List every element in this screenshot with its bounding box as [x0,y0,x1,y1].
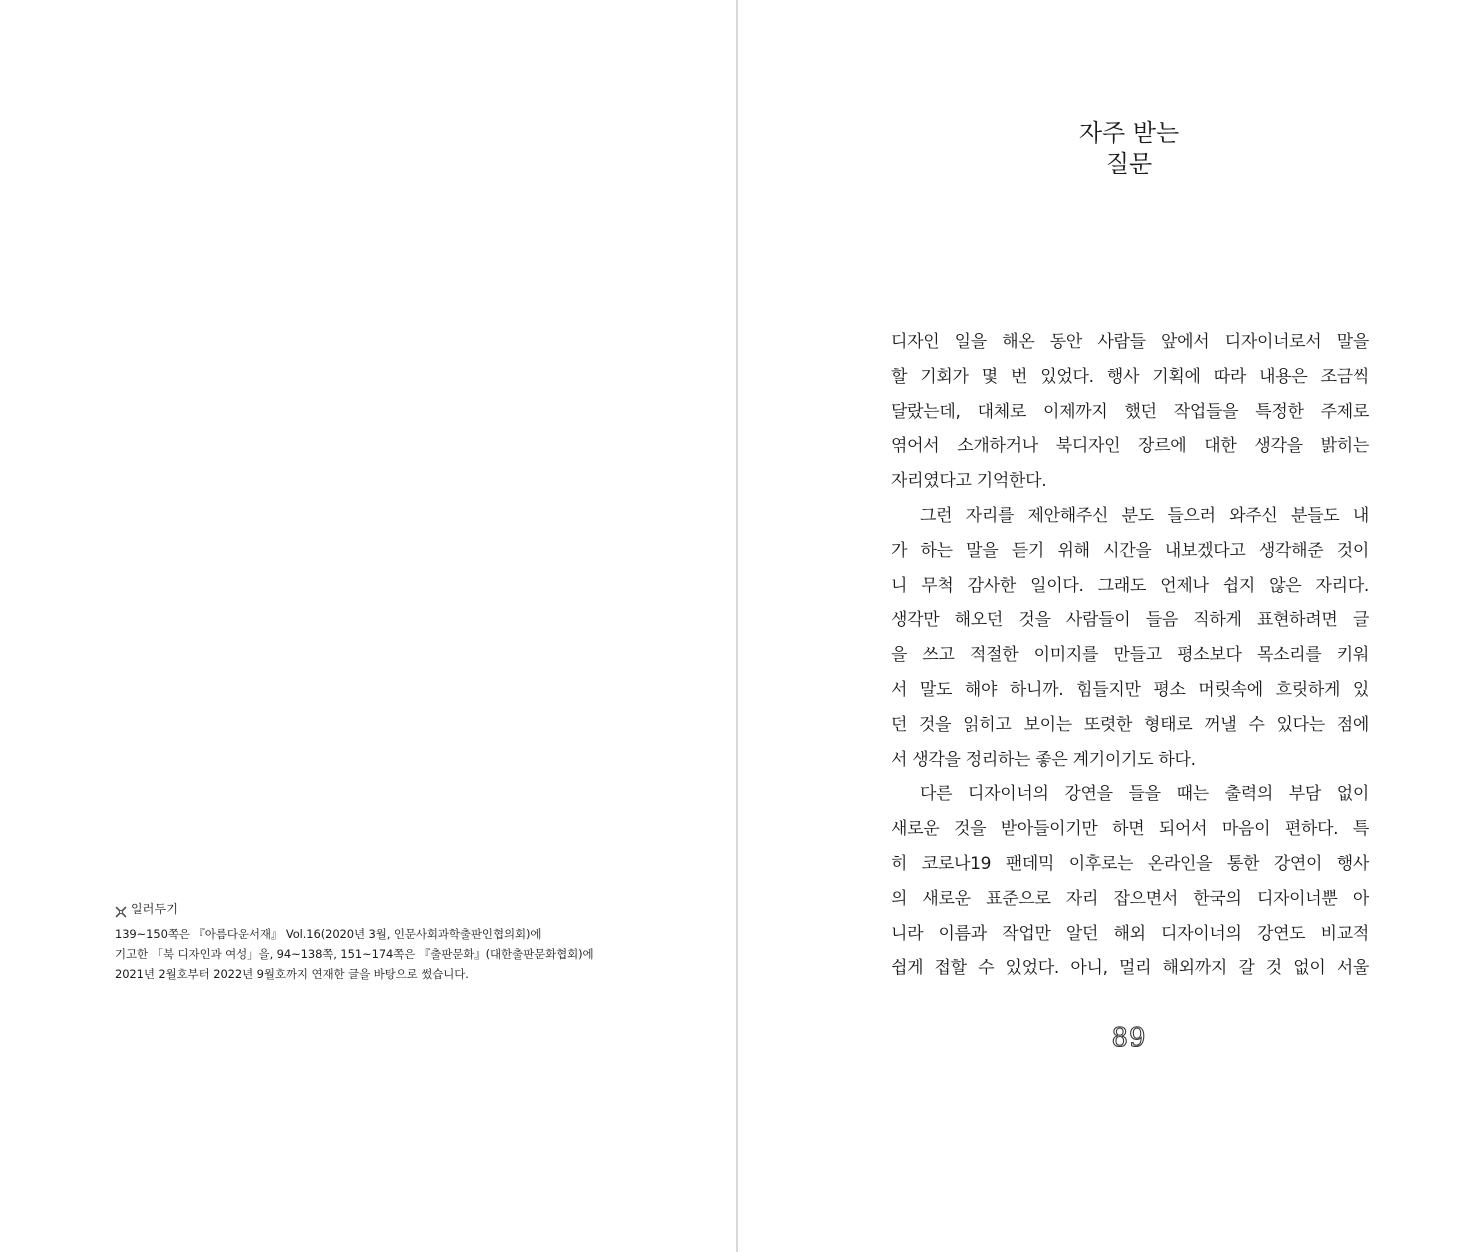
body-line: 디자인 일을 해온 동안 사람들 앞에서 디자이너로서 말을 [891,332,1369,352]
body-line: 할 기회가 몇 번 있었다. 행사 기획에 따라 내용은 조금씩 [891,366,1369,387]
body-line: 달랐는데, 대체로 이제까지 했던 작업들을 특정한 주제로 [891,401,1369,422]
chapter-title-line: 질문 [1105,150,1153,178]
page-number: 89 [1111,1023,1147,1053]
body-text [891,325,1369,986]
note-line: 139~150쪽은 『아름다운서재』 Vol.16(2020년 3월, 인문사회과학출판인협의회)에 [115,927,542,941]
body-line: 쉽게 접할 수 있었다. 아니, 멀리 해외까지 갈 것 없이 서울 [891,958,1369,979]
cross-ornament-icon [115,903,127,915]
note-header [115,900,655,918]
body-line: 서 생각을 정리하는 좋은 계기이기도 하다. [891,749,1196,770]
body-line: 생각만 해오던 것을 사람들이 들음 직하게 표현하려면 글 [891,610,1369,631]
body-line: 자리였다고 기억한다. [891,471,1047,492]
body-line: 히 코로나19 팬데믹 이후로는 온라인을 통한 강연이 행사 [891,853,1369,874]
note-line: 2021년 2월호부터 2022년 9월호까지 연재한 글을 바탕으로 썼습니다. [115,967,469,981]
body-line: 새로운 것을 받아들이기만 하면 되어서 마음이 편하다. 특 [891,819,1369,840]
left-page [0,0,737,1252]
body-line: 엮어서 소개하거나 북디자인 장르에 대한 생각을 밝히는 [891,436,1369,457]
note-line: 기고한 「북 디자인과 여성」을, 94~138쪽, 151~174쪽은 『출판문화』(대한출판문화협회)에 [115,947,594,961]
body-line: 의 새로운 표준으로 자리 잡으면서 한국의 디자이너뿐 아 [891,888,1369,909]
body-line: 니 무척 감사한 일이다. 그래도 언제나 쉽지 않은 자리다. [891,575,1369,596]
note-title: 일러두기 [131,902,179,916]
body-line: 니라 이름과 작업만 알던 해외 디자이너의 강연도 비교적 [891,923,1369,944]
body-line: 가 하는 말을 듣기 위해 시간을 내보겠다고 생각해준 것이 [891,540,1369,561]
body-line: 을 쓰고 적절한 이미지를 만들고 평소보다 목소리를 키워 [891,645,1369,666]
body-line: 던 것을 읽히고 보이는 또렷한 형태로 꺼낼 수 있다는 점에 [891,714,1369,735]
chapter-title [739,118,1476,180]
editorial-note [115,900,655,984]
page-gutter [736,0,738,1252]
right-page [739,0,1476,1252]
body-line: 서 말도 해야 하니까. 힘들지만 평소 머릿속에 흐릿하게 있 [891,679,1369,700]
body-line: 그런 자리를 제안해주신 분도 들으러 와주신 분들도 내 [920,505,1369,526]
chapter-title-line: 자주 받는 [1078,119,1180,147]
body-line: 다른 디자이너의 강연을 들을 때는 출력의 부담 없이 [920,784,1369,805]
